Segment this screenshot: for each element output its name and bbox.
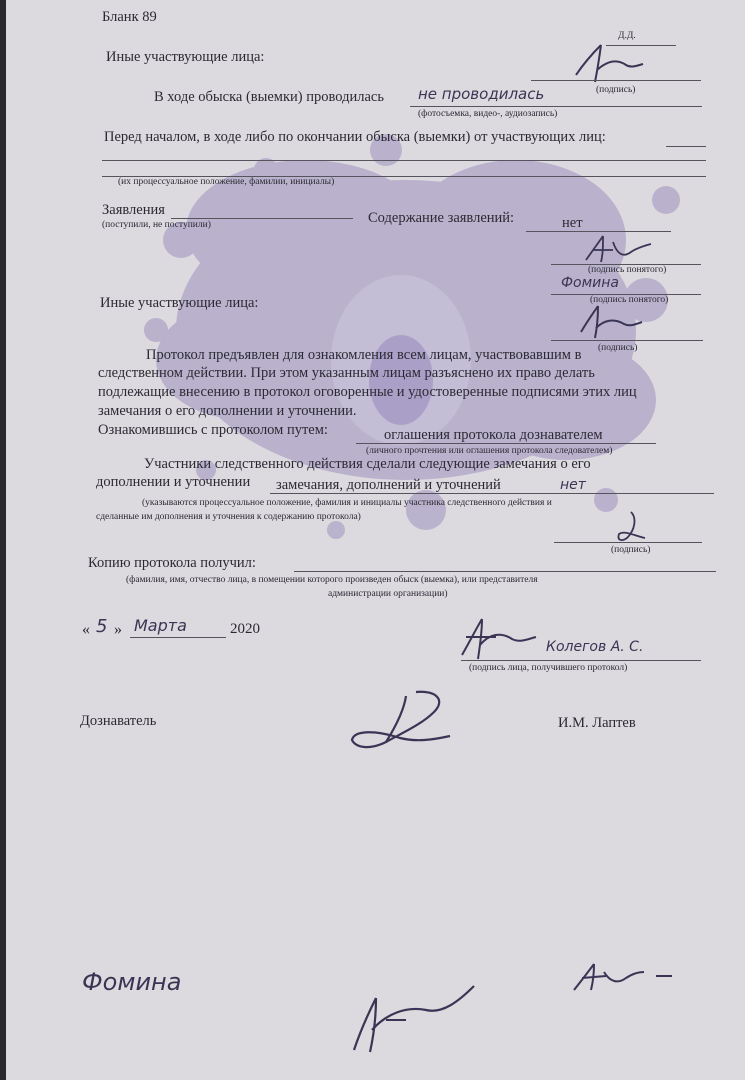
content-value: нет: [562, 215, 583, 231]
statements-line: [171, 218, 353, 219]
protocol-line-1: Протокол предъявлен для ознакомления всем лицам, участвовавшим в: [146, 347, 582, 363]
corner-mark: Д.Д.: [618, 31, 636, 41]
remarks-caption-2: сделанные им дополнения и уточнения к содержанию протокола): [96, 512, 361, 522]
signature-caption-2: (подпись): [598, 343, 638, 353]
witness-signature-1: [581, 232, 656, 268]
read-value: оглашения протокола дознавателем: [384, 427, 603, 443]
copy-label: Копию протокола получил:: [88, 555, 256, 571]
recording-prefix: В ходе обыска (выемки) проводилась: [154, 89, 384, 105]
bottom-signature: [346, 980, 486, 1060]
signature-line-3: [554, 542, 702, 543]
others-label-1: Иные участвующие лица:: [106, 49, 265, 65]
protocol-line-3: подлежащие внесению в протокол оговоренные и удостоверенные подписями этих лиц: [98, 384, 637, 400]
date-close: »: [114, 621, 122, 638]
officer-signature: [346, 686, 461, 754]
witness-caption-1: (подпись понятого): [588, 265, 667, 275]
form-number: Бланк 89: [102, 9, 157, 25]
officer-title: Дознаватель: [80, 713, 157, 729]
read-label: Ознакомившись с протоколом путем:: [98, 422, 328, 438]
remarks-caption-1: (указываются процессуальное положение, фамилия и инициалы участника следственного действия и: [142, 498, 552, 508]
remarks-line-1: Участники следственного действия сделали следующие замечания о его: [144, 456, 591, 472]
recipient-signature: [456, 615, 541, 665]
persons-line-1: [102, 160, 706, 161]
persons-caption: (их процессуальное положение, фамилии, инициалы): [118, 177, 335, 187]
others-label-2: Иные участвующие лица:: [100, 295, 259, 311]
content-label: Содержание заявлений:: [368, 210, 515, 226]
statements-label: Заявления: [102, 202, 165, 218]
signature-line-2: [551, 340, 703, 341]
document-page: [6, 0, 745, 1080]
date-open: «: [82, 621, 90, 638]
read-line: [356, 443, 656, 444]
remarks-handwritten: нет: [560, 477, 586, 493]
protocol-line-2: следственном действии. При этом указанным лицам разъяснено их право делать: [98, 365, 595, 381]
signature-line-1: [531, 80, 701, 81]
witness-caption-2: (подпись понятого): [590, 295, 669, 305]
signature-3: [611, 508, 651, 546]
intro-line-end: [666, 146, 706, 147]
signature-2: [576, 302, 646, 342]
recording-caption: (фотосъемка, видео-, аудиозапись): [418, 109, 558, 119]
witness-handwritten: Фомина: [561, 275, 620, 291]
recipient-handwritten: Колегов А. С.: [546, 639, 644, 655]
recipient-caption: (подпись лица, получившего протокол): [469, 663, 628, 673]
officer-name: И.М. Лаптев: [558, 715, 636, 731]
date-month-line: [130, 637, 226, 638]
read-caption: (личного прочтения или оглашения протокола следователем): [366, 446, 613, 456]
statements-intro: Перед началом, в ходе либо по окончании обыска (выемки) от участвующих лиц:: [104, 129, 606, 145]
date-day: 5: [96, 616, 108, 637]
statements-caption: (поступили, не поступили): [102, 220, 211, 230]
remarks-line: [270, 493, 714, 494]
copy-caption-2: администрации организации): [328, 589, 448, 599]
copy-caption-1: (фамилия, имя, отчество лица, в помещении которого произведен обыск (выемка), или представителя: [126, 575, 538, 585]
copy-line: [294, 571, 716, 572]
protocol-line-4: замечания о его дополнении и уточнении.: [98, 403, 357, 419]
date-month: Марта: [134, 616, 187, 635]
remarks-value: замечания, дополнений и уточнений: [276, 477, 501, 493]
signature-1: [571, 40, 651, 90]
recipient-line: [461, 660, 701, 661]
signature-caption-3: (подпись): [611, 545, 651, 555]
signature-caption-1: (подпись): [596, 85, 636, 95]
bottom-handwritten-name: Фомина: [82, 968, 182, 996]
remarks-line-2: дополнении и уточнении: [96, 474, 251, 490]
recording-value: не проводилась: [418, 85, 545, 103]
recording-line: [410, 106, 702, 107]
date-year: 2020: [230, 621, 260, 637]
bottom-witness-signature: [568, 958, 678, 998]
